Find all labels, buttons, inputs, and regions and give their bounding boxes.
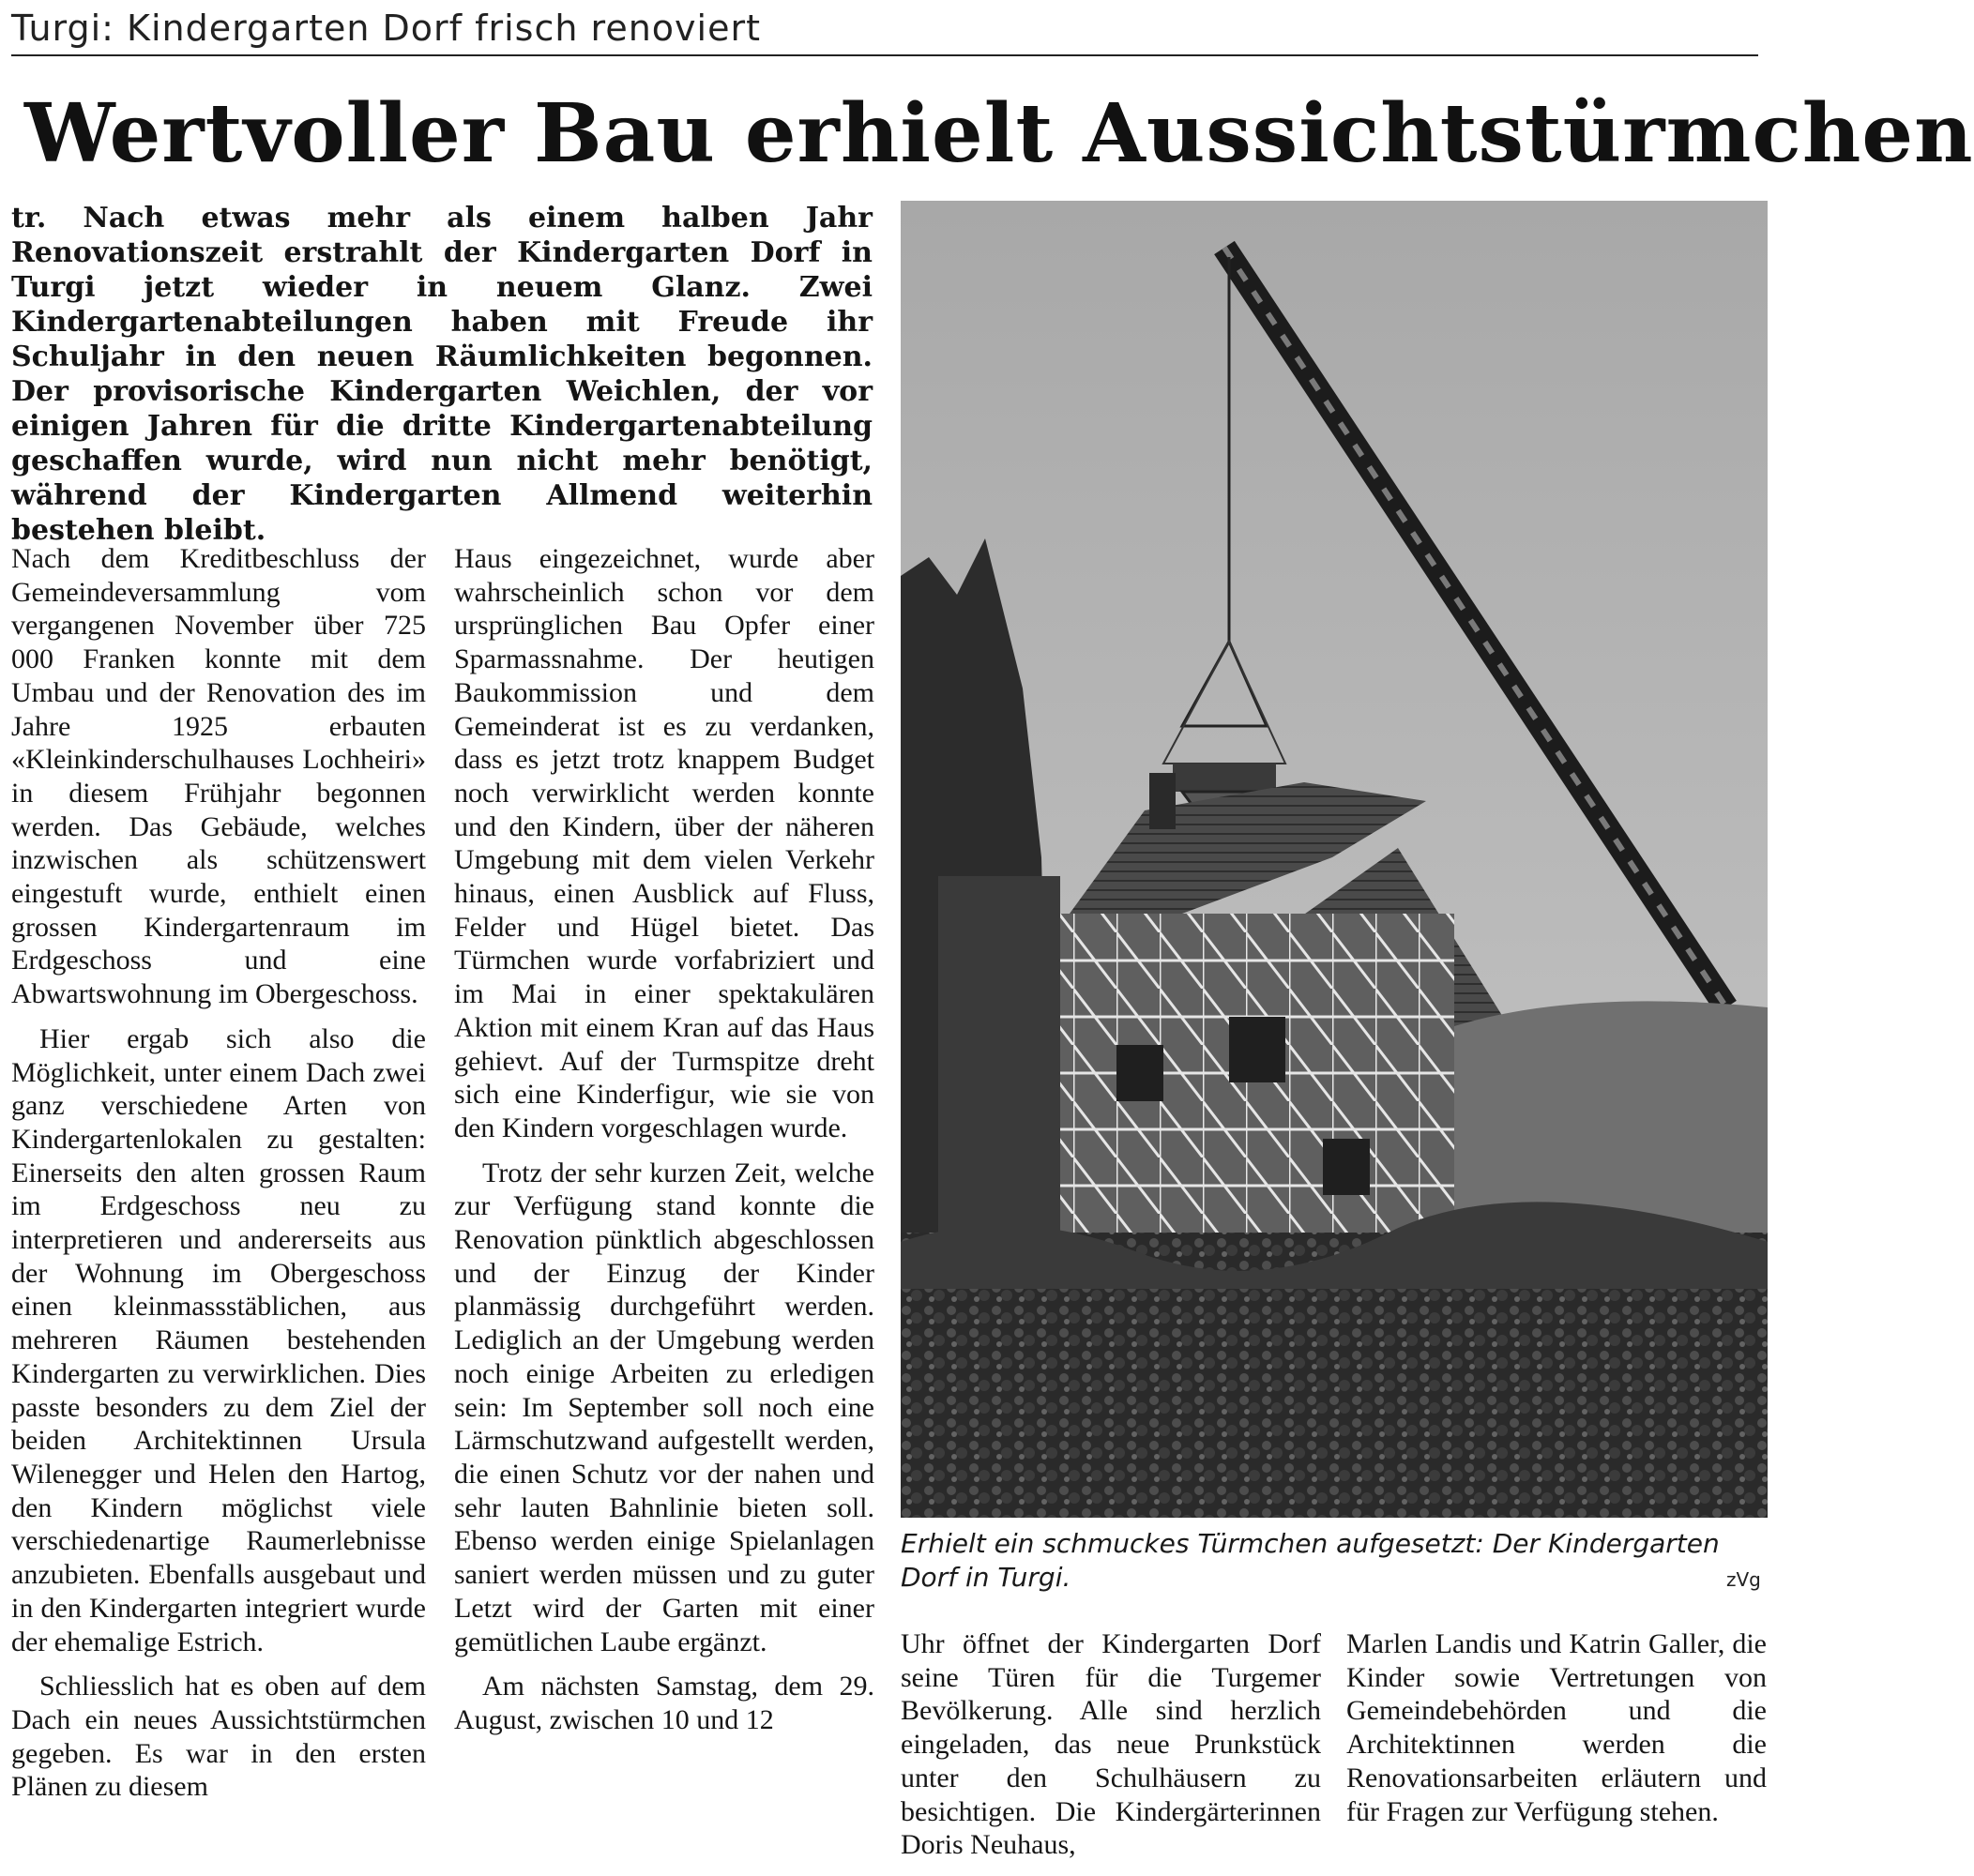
chimney: [1149, 773, 1176, 829]
article-column-1: [11, 542, 426, 1815]
column-1-paragraph-3: Schliesslich hat es oben auf dem Dach ein neues Aussichtstürmchen gegeben. Es war in den ersten Plänen zu diesem: [11, 1671, 426, 1803]
kindergarten-crane-photo: [901, 201, 1768, 1518]
article-column-4: [1346, 1627, 1767, 1839]
column-2-paragraph-3: Am nächsten Samstag, dem 29. August, zwischen 10 und 12: [454, 1671, 874, 1735]
photo-illustration: [901, 201, 1768, 1518]
column-2-paragraph-2: Trotz der sehr kurzen Zeit, welche zur Verfügung stand konnte die Renovation pünktlich abgeschlossen und der Einzug der Kinder planmässig durchgeführt werden. Lediglich an der Umgebung werden noch einige Arbeiten zu erledigen sein: Im September soll noch eine Lärmschutzwand aufgestellt werden, die einen Schutz vor der nahen und sehr lauten Bahnlinie bieten soll. Ebenso werden einige Spielanlagen saniert werden müssen und zu guter Letzt wird der Garten mit einer gemütlichen Laube ergänzt.: [454, 1157, 874, 1657]
column-1-paragraph-2: Hier ergab sich also die Möglichkeit, unter einem Dach zwei ganz verschiedene Arten von Kindergartenlokalen zu gestalten: Einerseits den alten grossen Raum im Erdgeschoss neu zu interpretieren und andererseits aus der Wohnung im Obergeschoss einen kleinmassstäblichen, aus mehreren Räumen bestehenden Kindergarten zu verwirklichen. Dies passte besonders zu dem Ziel der beiden Architektinnen Ursula Wilenegger und Helen den Hartog, den Kindern möglichst viele verschiedenartige Raumerlebnisse anzubieten. Ebenfalls ausgebaut und in den Kindergarten integriert wurde der ehemalige Estrich.: [11, 1022, 426, 1657]
article-lead: tr. Nach etwas mehr als einem halben Jahr Renovationszeit erstrahlt der Kindergarten Dorf in Turgi jetzt wieder in neuem Glanz. Zwei Kindergartenabteilungen haben mit Freude ihr Schuljahr in den neuen Räumlichkeiten begonnen. Der provisorische Kindergarten Weichlen, der vor einigen Jahren für die dritte Kindergartenabteilung geschaffen wurde, wird nun nicht mehr benötigt, während der Kindergarten Allmend weiterhin bestehen bleibt.: [11, 202, 873, 547]
photo-caption: Erhielt ein schmuckes Türmchen aufgesetzt: Der Kindergarten Dorf in Turgi.: [901, 1528, 1720, 1593]
article-column-3: [901, 1627, 1321, 1873]
column-4-paragraph: Marlen Landis und Katrin Galler, die Kinder sowie Vertretungen von Gemeindebehörden und die Architektinnen werden die Renovationsarbeiten erläutern und für Fragen zur Verfügung stehen.: [1346, 1628, 1767, 1827]
column-1-paragraph-1: Nach dem Kreditbeschluss der Gemeindeversammlung vom vergangenen November über 725 000 Franken konnte mit dem Umbau und der Renovation des im Jahre 1925 erbauten «Kleinkinderschulhauses Lochheiri» in diesem Frühjahr begonnen werden. Das Gebäude, welches inzwischen als schützenswert eingestuft wurde, enthielt einen grossen Kindergartenraum im Erdgeschoss und eine Abwartswohnung im Obergeschoss.: [11, 543, 426, 1010]
article-headline: Wertvoller Bau erhielt Aussichtstürmchen: [24, 86, 1974, 181]
photo-credit: zVg: [1726, 1568, 1761, 1591]
distant-hill: [1454, 1001, 1768, 1233]
article-kicker: Turgi: Kindergarten Dorf frisch renoviert: [11, 8, 1758, 56]
article-column-2: [454, 542, 874, 1748]
column-3-paragraph: Uhr öffnet der Kindergarten Dorf seine Türen für die Turgemer Bevölkerung. Alle sind herzlich eingeladen, das neue Prunkstück unter den Schulhäusern zu besichtigen. Die Kindergärterinnen Doris Neuhaus,: [901, 1628, 1321, 1861]
column-2-paragraph-1: Haus eingezeichnet, wurde aber wahrscheinlich schon vor dem ursprünglichen Bau Opfer einer Sparmassnahme. Der heutigen Baukommission und dem Gemeinderat ist es zu verdanken, dass es jetzt trotz knappem Budget noch verwirklicht werden konnte und den Kindern, über der näheren Umgebung mit dem vielen Verkehr hinaus, einen Ausblick auf Fluss, Felder und Hügel bietet. Das Türmchen wurde vorfabriziert und im Mai in einer spektakulären Aktion mit einem Kran auf das Haus gehievt. Auf der Turmspitze dreht sich eine Kinderfigur, wie sie von den Kindern vorgeschlagen wurde.: [454, 543, 874, 1143]
house-window: [1229, 1017, 1285, 1082]
tree-trunk-area: [938, 876, 1060, 1233]
